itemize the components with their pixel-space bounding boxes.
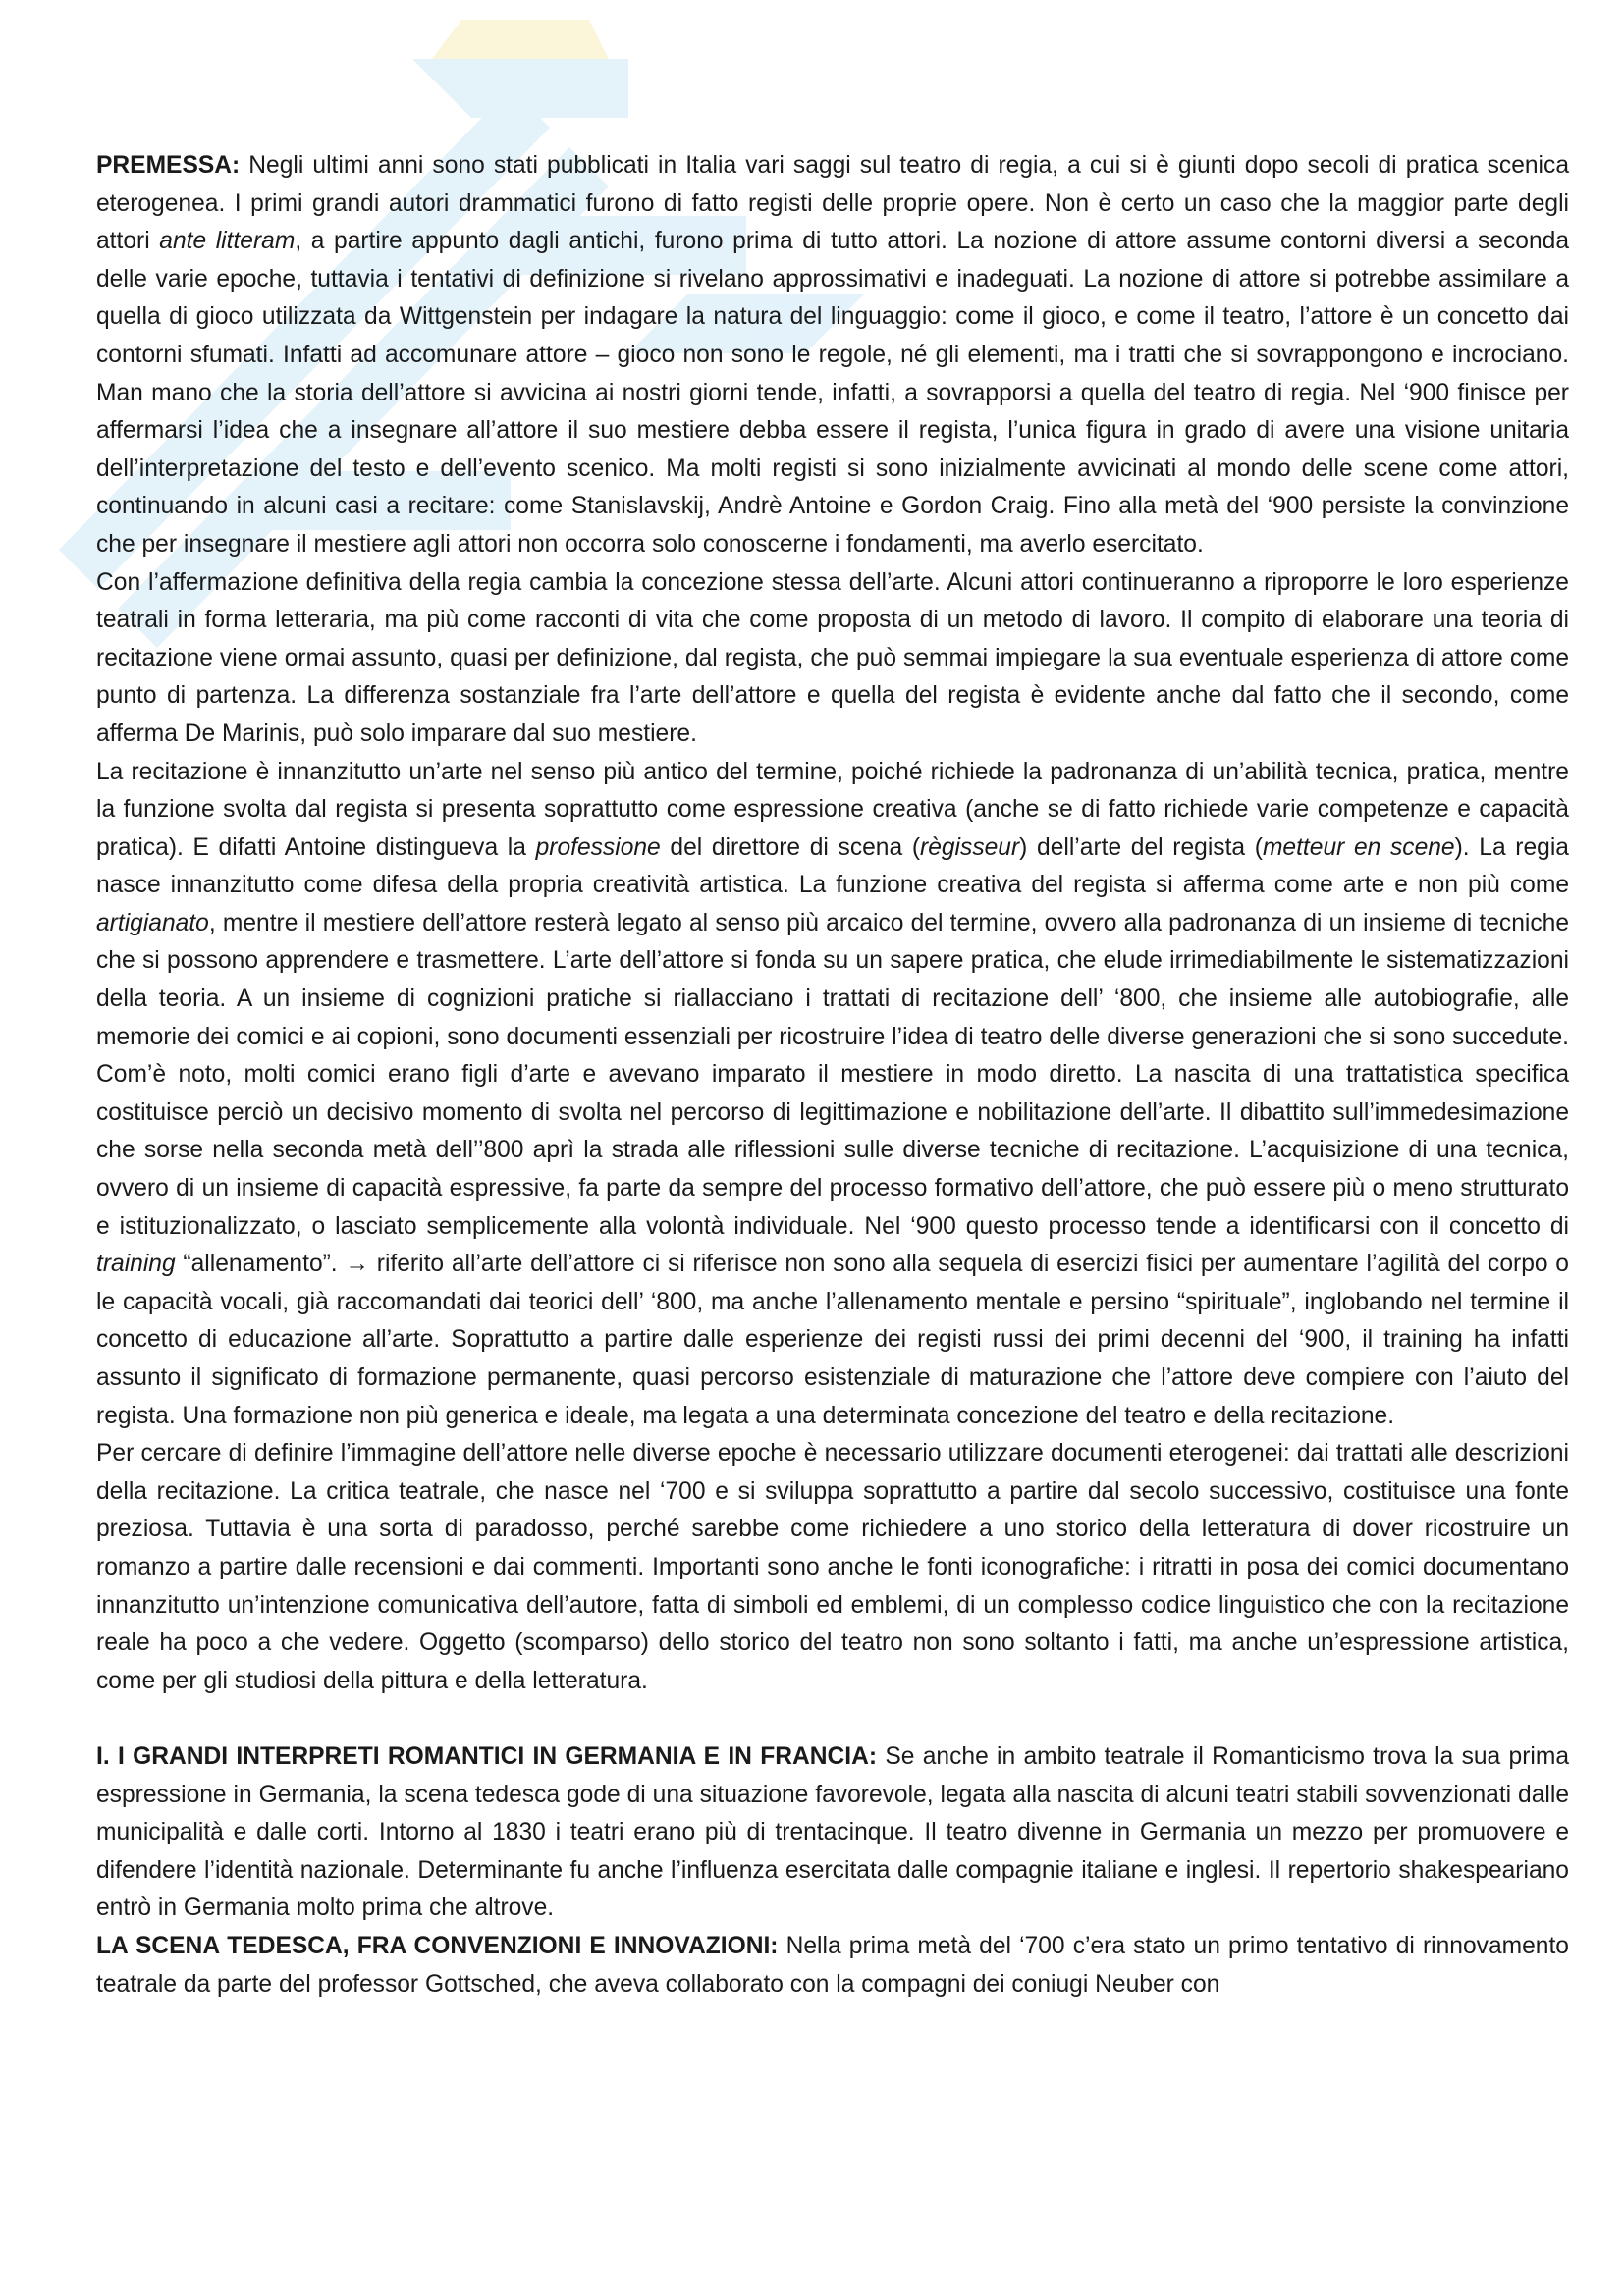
- section-1-paragraph: I. I GRANDI INTERPRETI ROMANTICI IN GERMANIA E IN FRANCIA: Se anche in ambito teatrale il Romanticismo trova la sua prima espressione in Germania, la scena tedesca gode di una situazione favorevole, legata alla nascita di alcuni teatri stabili sovvenzionati dalle municipalità e dalle corti. Intorno al 1830 i teatri erano più di trentacinque. Il teatro divenne in Germania un mezzo per promuovere e difendere l’identità nazionale. Determinante fu anche l’influenza esercitata dalle compagnie italiane e inglesi. Il repertorio shakespeariano entrò in Germania molto prima che altrove.: [96, 1742, 1570, 1922]
- premessa-paragraph-4: Per cercare di definire l’immagine dell’attore nelle diverse epoche è necessario utilizzare documenti eterogenei: dai trattati alle descrizioni della recitazione. La critica teatrale, che nasce nel ‘700 e si sviluppa soprattutto a partire dal secolo successivo, costituisce una fonte preziosa. Tuttavia è una sorta di paradosso, perché sarebbe come richiedere a uno storico della letteratura di dover ricostruire un romanzo a partire dalle recensioni e dai commenti. Importanti sono anche le fonti iconografiche: i ritratti in posa dei comici documentano innanzitutto un’intenzione comunicativa dell’autore, fatta di simboli ed emblemi, di un complesso codice linguistico che con la recitazione reale ha poco a che vedere. Oggetto (scomparso) dello storico del teatro non sono soltanto i fatti, ma anche un’espressione artistica, come per gli studiosi della pittura e della letteratura.: [96, 1440, 1569, 1694]
- section-2-heading: LA SCENA TEDESCA, FRA CONVENZIONI E INNOVAZIONI:: [96, 1932, 779, 1959]
- section-1-heading: I. I GRANDI INTERPRETI ROMANTICI IN GERMANIA E IN FRANCIA:: [96, 1742, 878, 1770]
- section-2-paragraph: LA SCENA TEDESCA, FRA CONVENZIONI E INNOVAZIONI: Nella prima metà del ‘700 c’era stato un primo tentativo di rinnovamento teatrale da parte del professor Gottsched, che aveva collaborato con la compagni dei coniugi Neuber con: [96, 1932, 1569, 1998]
- document-body: [96, 147, 1569, 2003]
- premessa-paragraph-1: PREMESSA: Negli ultimi anni sono stati pubblicati in Italia vari saggi sul teatro di regia, a cui si è giunti dopo secoli di pratica scenica eterogenea. I primi grandi autori drammatici furono di fatto registi delle proprie opere. Non è certo un caso che la maggior parte degli attori ante litteram, a partire appunto dagli antichi, furono prima di tutto attori. La nozione di attore assume contorni diversi a seconda delle varie epoche, tuttavia i tentativi di definizione si rivelano approssimativi e inadeguati. La nozione di attore si potrebbe assimilare a quella di gioco utilizzata da Wittgenstein per indagare la natura del linguaggio: come il gioco, e come il teatro, l’attore è un concetto dai contorni sfumati. Infatti ad accomunare attore – gioco non sono le regole, né gli elementi, ma i tratti che si sovrappongono e incrociano. Man mano che la storia dell’attore si avvicina ai nostri giorni tende, infatti, a sovrapporsi a quella del teatro di regia. Nel ‘900 finisce per affermarsi l’idea che a insegnare all’attore il suo mestiere debba essere il regista, l’unica figura in grado di avere una visione unitaria dell’interpretazione del testo e dell’evento scenico. Ma molti registi si sono inizialmente avvicinati al mondo delle scene come attori, continuando in alcuni casi a recitare: come Stanislavskij, Andrè Antoine e Gordon Craig. Fino alla metà del ‘900 persiste la convinzione che per insegnare il mestiere agli attori non occorra solo conoscerne i fondamenti, ma averlo esercitato.: [96, 152, 1569, 558]
- premessa-paragraph-3: La recitazione è innanzitutto un’arte nel senso più antico del termine, poiché richiede la padronanza di un’abilità tecnica, pratica, mentre la funzione svolta dal regista si presenta soprattutto come espressione creativa (anche se di fatto richiede varie competenze e capacità pratica). E difatti Antoine distingueva la professione del direttore di scena (règisseur) dell’arte del regista (metteur en scene). La regia nasce innanzitutto come difesa della propria creatività artistica. La funzione creativa del regista si afferma come arte e non più come artigianato, mentre il mestiere dell’attore resterà legato al senso più arcaico del termine, ovvero alla padronanza di un insieme di tecniche che si possono apprendere e trasmettere. L’arte dell’attore si fonda su un sapere pratica, che elude irrimediabilmente le sistematizzazioni della teoria. A un insieme di cognizioni pratiche si riallacciano i trattati di recitazione dell’ ‘800, che insieme alle autobiografie, alle memorie dei comici e ai copioni, sono documenti essenziali per ricostruire l’idea di teatro delle diverse generazioni che si sono succedute. Com’è noto, molti comici erano figli d’arte e avevano imparato il mestiere in modo diretto. La nascita di una trattatistica specifica costituisce perciò un decisivo momento di svolta nel percorso di legittimazione e nobilitazione dell’arte. Il dibattito sull’immedesimazione che sorse nella seconda metà dell’’800 aprì la strada alle riflessioni sulle diverse tecniche di recitazione. L’acquisizione di una tecnica, ovvero di un insieme di capacità espressive, fa parte da sempre del processo formativo dell’attore, che può essere più o meno strutturato e istituzionalizzato, o lasciato semplicemente alla volontà individuale. Nel ‘900 questo processo tende a identificarsi con il concetto di training “allenamento”. → riferito all’arte dell’attore ci si riferisce non sono alla sequela di esercizi fisici per aumentare l’agilità del corpo o le capacità vocali, già raccomandati dai teorici dell’ ‘800, ma anche l’allenamento mentale e persino “spirituale”, inglobando nel termine il concetto di educazione all’arte. Soprattutto a partire dalle esperienze dei registi russi dei primi decenni del ‘900, il training ha infatti assunto il significato di formazione permanente, quasi percorso esistenziale di maturazione che l’attore deve compiere con l’aiuto del regista. Una formazione non più generica e ideale, ma legata a una determinata concezione del teatro e della recitazione.: [96, 758, 1569, 1429]
- paragraph-gap: [96, 1700, 1569, 1738]
- premessa-heading: PREMESSA:: [96, 152, 241, 179]
- premessa-paragraph-2: Con l’affermazione definitiva della regia cambia la concezione stessa dell’arte. Alcuni attori continueranno a riproporre le loro esperienze teatrali in forma letteraria, ma più come racconti di vita che come proposta di un metodo di lavoro. Il compito di elaborare una teoria di recitazione viene ormai assunto, quasi per definizione, dal regista, che può semmai impiegare la sua eventuale esperienza di attore come punto di partenza. La differenza sostanziale fra l’arte dell’attore e quella del regista è evidente anche dal fatto che il secondo, come afferma De Marinis, può solo imparare dal suo mestiere.: [96, 568, 1569, 747]
